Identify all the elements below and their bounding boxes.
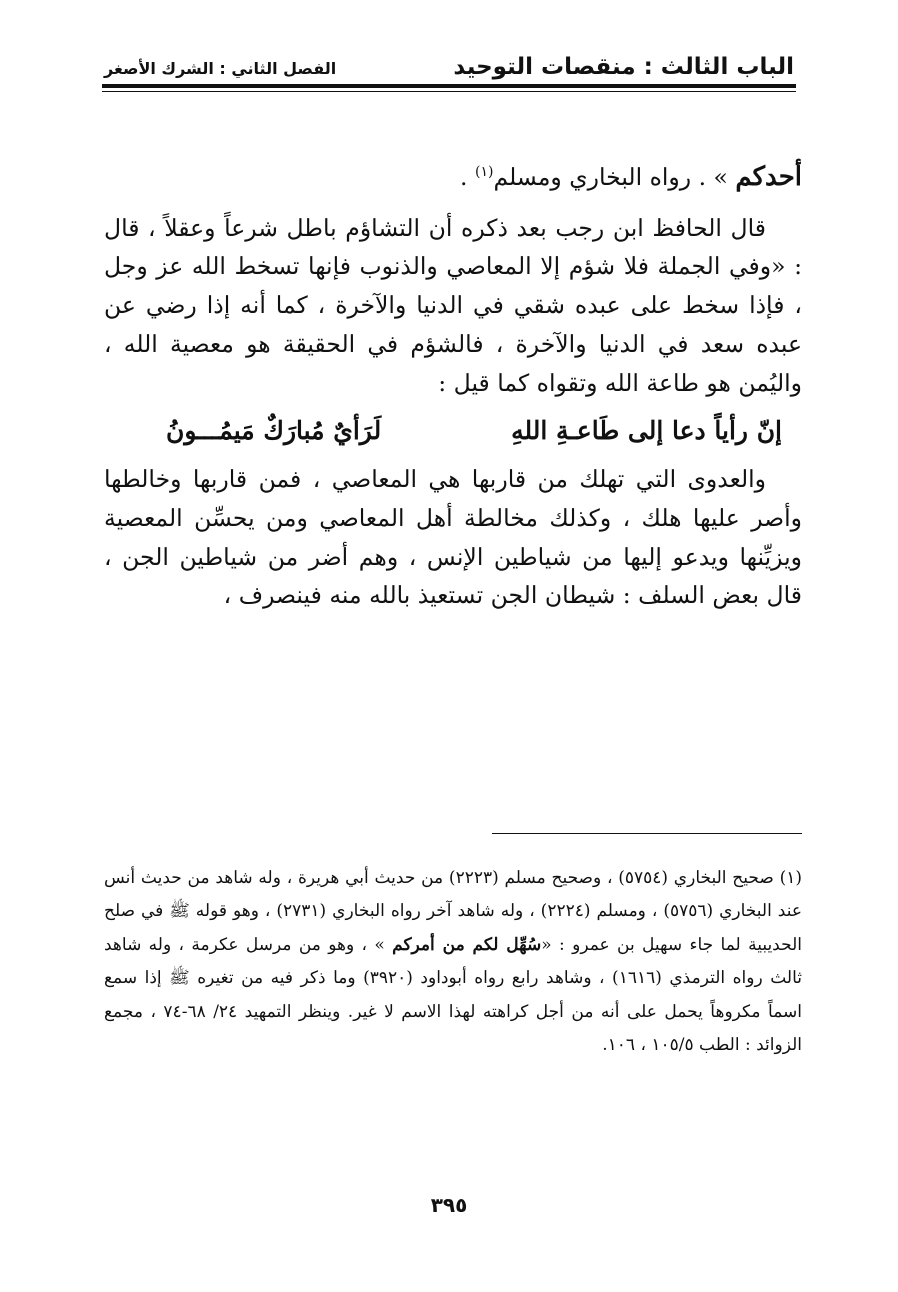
header-rule-thin xyxy=(102,91,796,92)
poetry-verse xyxy=(104,402,802,460)
footnote-1-text-b: » ، وهو من مرسل عكرمة ، وله شاهد ثالث رواه الترمذي (١٦١٦) ، وشاهد رابع رواه أبوداود (٣٩٢٠) وما ذكر فيه من تغيره ﷺ إذا سمع اسماً مكروهاً يحمل على أنه من أجل كراهته لهذا الاسم لا غير. وينظر التمهيد ٢٤/ ٦٨-٧٤ ، مجمع الزوائد : الطب ١٠٥/٥ ، ١٠٦. xyxy=(104,934,802,1056)
main-text xyxy=(104,158,802,615)
footnote-1-text-a: (١) صحيح البخاري (٥٧٥٤) ، وصحيح مسلم (٢٢٢٣) من حديث أبي هريرة ، وله شاهد من حديث أنس عند البخاري (٥٧٥٦) ، ومسلم (٢٢٢٤) ، وله شاهد آخر رواه البخاري (٢٧٣١) ، وهو قوله ﷺ في صلح الحديبية لما جاء سهيل بن عمرو : « xyxy=(104,868,802,955)
footnote-1-bold-quote: سُهِّل لكم من أمركم xyxy=(392,934,542,955)
opening-bold-word: أحدكم xyxy=(735,162,802,192)
footnotes-block xyxy=(104,862,802,1062)
chapter-title: الفصل الثاني : الشرك الأصغر xyxy=(104,59,337,78)
opening-end: . xyxy=(460,163,475,191)
opening-line xyxy=(104,158,802,197)
footnote-1 xyxy=(104,862,802,1062)
verse-first-hemistich: إنّ رأياً دعا إلى طَاعـةِ اللهِ xyxy=(511,416,782,446)
footnote-separator xyxy=(492,833,802,834)
opening-text: » . رواه البخاري ومسلم xyxy=(493,163,736,191)
verse-second-hemistich: لَرَأيٌ مُبارَكٌ مَيمُـــونُ xyxy=(166,416,382,446)
header-rule-thick xyxy=(102,84,796,88)
paragraph-contagion: والعدوى التي تهلك من قاربها هي المعاصي ، فمن قاربها وخالطها وأصر عليها هلك ، وكذلك مخالطة أهل المعاصي ومن يحسِّن المعصية ويزيِّنها ويدعو إليها من شياطين الإنس ، وهم أضر من شياطين الجن ، قال بعض السلف : شيطان الجن تستعيذ بالله منه فينصرف ، xyxy=(104,465,802,610)
part-title: الباب الثالث : منقصات التوحيد xyxy=(453,54,794,80)
page-number: ٣٩٥ xyxy=(430,1193,468,1217)
paragraph-ibn-rajab: قال الحافظ ابن رجب بعد ذكره أن التشاؤم باطل شرعاً وعقلاً ، قال : «وفي الجملة فلا شؤم إلا المعاصي والذنوب فإنها تسخط الله عز وجل ، فإذا سخط على عبده شقي في الدنيا والآخرة ، كما أنه إذا رضي عن عبده سعد في الدنيا والآخرة ، فالشؤم في الحقيقة هو معصية الله ، واليُمن هو طاعة الله وتقواه كما قيل : xyxy=(104,213,802,397)
running-header xyxy=(104,44,794,80)
footnote-reference: (١) xyxy=(474,164,494,181)
